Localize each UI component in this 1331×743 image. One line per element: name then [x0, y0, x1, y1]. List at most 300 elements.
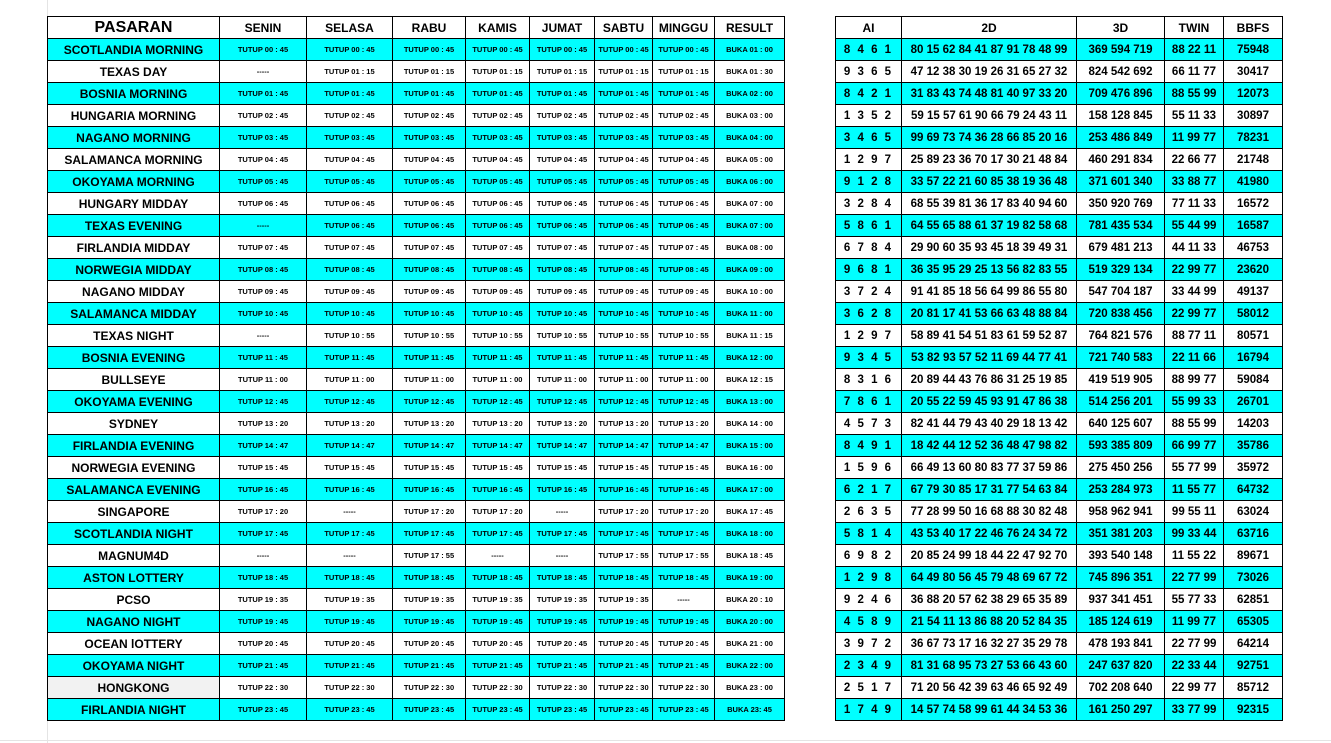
- closing-time-kamis-cell: TUTUP 09 : 45: [466, 281, 530, 303]
- schedule-row: [48, 435, 785, 457]
- closing-time-senin-cell: TUTUP 08 : 45: [220, 259, 307, 281]
- closing-time-jumat-cell: TUTUP 19 : 45: [530, 611, 595, 633]
- closing-time-minggu-cell: TUTUP 12 : 45: [653, 391, 715, 413]
- closing-time-selasa-cell: TUTUP 10 : 55: [307, 325, 393, 347]
- market-name-cell: NORWEGIA EVENING: [48, 457, 220, 479]
- closing-time-sabtu-cell: TUTUP 11 : 45: [595, 347, 653, 369]
- 2d-value-cell: 21 54 11 13 86 88 20 52 84 35: [902, 611, 1077, 633]
- closing-time-minggu-cell: TUTUP 11 : 00: [653, 369, 715, 391]
- 2d-value-cell: 25 89 23 36 70 17 30 21 48 84: [902, 149, 1077, 171]
- closing-time-kamis-cell: -----: [466, 545, 530, 567]
- twin-value-cell: 22 77 99: [1165, 633, 1224, 655]
- closing-time-kamis-cell: TUTUP 11 : 45: [466, 347, 530, 369]
- closing-time-jumat-cell: TUTUP 02 : 45: [530, 105, 595, 127]
- market-name-cell: HONGKONG: [48, 677, 220, 699]
- closing-time-jumat-cell: TUTUP 11 : 00: [530, 369, 595, 391]
- market-name-cell: SALAMANCA EVENING: [48, 479, 220, 501]
- header-selasa: SELASA: [307, 17, 393, 39]
- result-time-cell: BUKA 21 : 00: [715, 633, 785, 655]
- closing-time-selasa-cell: TUTUP 01 : 45: [307, 83, 393, 105]
- twin-value-cell: 88 77 11: [1165, 325, 1224, 347]
- closing-time-senin-cell: TUTUP 17 : 45: [220, 523, 307, 545]
- schedule-row: [48, 105, 785, 127]
- results-row: [836, 83, 1283, 105]
- closing-time-rabu-cell: TUTUP 01 : 15: [393, 61, 466, 83]
- bbfs-value-cell: 63716: [1224, 523, 1283, 545]
- twin-value-cell: 55 99 33: [1165, 391, 1224, 413]
- closing-time-jumat-cell: TUTUP 15 : 45: [530, 457, 595, 479]
- schedule-row: [48, 61, 785, 83]
- 2d-value-cell: 68 55 39 81 36 17 83 40 94 60: [902, 193, 1077, 215]
- closing-time-rabu-cell: TUTUP 12 : 45: [393, 391, 466, 413]
- twin-value-cell: 55 77 33: [1165, 589, 1224, 611]
- twin-value-cell: 55 44 99: [1165, 215, 1224, 237]
- 3d-value-cell: 593 385 809: [1077, 435, 1165, 457]
- closing-time-kamis-cell: TUTUP 22 : 30: [466, 677, 530, 699]
- 2d-value-cell: 43 53 40 17 22 46 76 24 34 72: [902, 523, 1077, 545]
- schedule-row: [48, 83, 785, 105]
- 3d-value-cell: 640 125 607: [1077, 413, 1165, 435]
- 2d-value-cell: 66 49 13 60 80 83 77 37 59 86: [902, 457, 1077, 479]
- closing-time-sabtu-cell: TUTUP 20 : 45: [595, 633, 653, 655]
- closing-time-sabtu-cell: TUTUP 11 : 00: [595, 369, 653, 391]
- result-time-cell: BUKA 01 : 00: [715, 39, 785, 61]
- closing-time-sabtu-cell: TUTUP 17 : 45: [595, 523, 653, 545]
- closing-time-kamis-cell: TUTUP 11 : 00: [466, 369, 530, 391]
- market-name-cell: SINGAPORE: [48, 501, 220, 523]
- closing-time-selasa-cell: TUTUP 06 : 45: [307, 193, 393, 215]
- closing-time-jumat-cell: TUTUP 00 : 45: [530, 39, 595, 61]
- closing-time-jumat-cell: TUTUP 18 : 45: [530, 567, 595, 589]
- closing-time-jumat-cell: TUTUP 12 : 45: [530, 391, 595, 413]
- closing-time-selasa-cell: TUTUP 19 : 45: [307, 611, 393, 633]
- closing-time-kamis-cell: TUTUP 10 : 45: [466, 303, 530, 325]
- market-name-cell: ASTON LOTTERY: [48, 567, 220, 589]
- ai-value-cell: 6 2 1 7: [836, 479, 902, 501]
- results-row: [836, 303, 1283, 325]
- 3d-value-cell: 247 637 820: [1077, 655, 1165, 677]
- bbfs-value-cell: 21748: [1224, 149, 1283, 171]
- closing-time-kamis-cell: TUTUP 08 : 45: [466, 259, 530, 281]
- sheet-bottom-gridline: [0, 740, 1331, 741]
- bbfs-value-cell: 49137: [1224, 281, 1283, 303]
- bbfs-value-cell: 26701: [1224, 391, 1283, 413]
- schedule-row: [48, 281, 785, 303]
- ai-value-cell: 5 8 6 1: [836, 215, 902, 237]
- closing-time-selasa-cell: TUTUP 13 : 20: [307, 413, 393, 435]
- closing-time-minggu-cell: TUTUP 08 : 45: [653, 259, 715, 281]
- bbfs-value-cell: 80571: [1224, 325, 1283, 347]
- bbfs-value-cell: 35786: [1224, 435, 1283, 457]
- closing-time-kamis-cell: TUTUP 07 : 45: [466, 237, 530, 259]
- closing-time-rabu-cell: TUTUP 11 : 00: [393, 369, 466, 391]
- closing-time-kamis-cell: TUTUP 06 : 45: [466, 193, 530, 215]
- result-time-cell: BUKA 23: 45: [715, 699, 785, 721]
- closing-time-jumat-cell: TUTUP 21 : 45: [530, 655, 595, 677]
- closing-time-rabu-cell: TUTUP 05 : 45: [393, 171, 466, 193]
- closing-time-sabtu-cell: TUTUP 02 : 45: [595, 105, 653, 127]
- result-time-cell: BUKA 22 : 00: [715, 655, 785, 677]
- twin-value-cell: 88 22 11: [1165, 39, 1224, 61]
- 3d-value-cell: 419 519 905: [1077, 369, 1165, 391]
- twin-value-cell: 66 11 77: [1165, 61, 1224, 83]
- 2d-value-cell: 47 12 38 30 19 26 31 65 27 32: [902, 61, 1077, 83]
- closing-time-rabu-cell: TUTUP 10 : 55: [393, 325, 466, 347]
- closing-time-minggu-cell: TUTUP 17 : 55: [653, 545, 715, 567]
- closing-time-selasa-cell: TUTUP 20 : 45: [307, 633, 393, 655]
- 2d-value-cell: 58 89 41 54 51 83 61 59 52 87: [902, 325, 1077, 347]
- closing-time-minggu-cell: -----: [653, 589, 715, 611]
- closing-time-senin-cell: TUTUP 06 : 45: [220, 193, 307, 215]
- closing-time-selasa-cell: TUTUP 21 : 45: [307, 655, 393, 677]
- closing-time-jumat-cell: TUTUP 11 : 45: [530, 347, 595, 369]
- closing-time-kamis-cell: TUTUP 15 : 45: [466, 457, 530, 479]
- 2d-value-cell: 20 55 22 59 45 93 91 47 86 38: [902, 391, 1077, 413]
- result-time-cell: BUKA 18 : 45: [715, 545, 785, 567]
- market-name-cell: BOSNIA MORNING: [48, 83, 220, 105]
- schedule-row: [48, 611, 785, 633]
- closing-time-rabu-cell: TUTUP 22 : 30: [393, 677, 466, 699]
- results-row: [836, 611, 1283, 633]
- closing-time-kamis-cell: TUTUP 17 : 20: [466, 501, 530, 523]
- 3d-value-cell: 781 435 534: [1077, 215, 1165, 237]
- results-row: [836, 127, 1283, 149]
- 2d-value-cell: 91 41 85 18 56 64 99 86 55 80: [902, 281, 1077, 303]
- closing-time-senin-cell: TUTUP 15 : 45: [220, 457, 307, 479]
- closing-time-rabu-cell: TUTUP 20 : 45: [393, 633, 466, 655]
- closing-time-sabtu-cell: TUTUP 19 : 45: [595, 611, 653, 633]
- twin-value-cell: 33 77 99: [1165, 699, 1224, 721]
- market-name-cell: FIRLANDIA MIDDAY: [48, 237, 220, 259]
- closing-time-sabtu-cell: TUTUP 10 : 45: [595, 303, 653, 325]
- ai-value-cell: 1 5 9 6: [836, 457, 902, 479]
- closing-time-selasa-cell: -----: [307, 545, 393, 567]
- closing-time-sabtu-cell: TUTUP 18 : 45: [595, 567, 653, 589]
- twin-value-cell: 33 88 77: [1165, 171, 1224, 193]
- closing-time-sabtu-cell: TUTUP 13 : 20: [595, 413, 653, 435]
- 3d-value-cell: 824 542 692: [1077, 61, 1165, 83]
- closing-time-rabu-cell: TUTUP 17 : 55: [393, 545, 466, 567]
- 2d-value-cell: 67 79 30 85 17 31 77 54 63 84: [902, 479, 1077, 501]
- closing-time-sabtu-cell: TUTUP 10 : 55: [595, 325, 653, 347]
- market-name-cell: OCEAN lOTTERY: [48, 633, 220, 655]
- closing-time-senin-cell: TUTUP 03 : 45: [220, 127, 307, 149]
- closing-time-minggu-cell: TUTUP 06 : 45: [653, 215, 715, 237]
- schedule-row: [48, 677, 785, 699]
- closing-time-selasa-cell: TUTUP 12 : 45: [307, 391, 393, 413]
- market-name-cell: SALAMANCA MORNING: [48, 149, 220, 171]
- 2d-value-cell: 18 42 44 12 52 36 48 47 98 82: [902, 435, 1077, 457]
- twin-value-cell: 22 99 77: [1165, 259, 1224, 281]
- closing-time-minggu-cell: TUTUP 03 : 45: [653, 127, 715, 149]
- closing-time-senin-cell: TUTUP 19 : 35: [220, 589, 307, 611]
- closing-time-minggu-cell: TUTUP 19 : 45: [653, 611, 715, 633]
- closing-time-rabu-cell: TUTUP 04 : 45: [393, 149, 466, 171]
- closing-time-jumat-cell: TUTUP 10 : 45: [530, 303, 595, 325]
- result-time-cell: BUKA 18 : 00: [715, 523, 785, 545]
- closing-time-senin-cell: TUTUP 12 : 45: [220, 391, 307, 413]
- twin-value-cell: 11 55 77: [1165, 479, 1224, 501]
- bbfs-value-cell: 92751: [1224, 655, 1283, 677]
- closing-time-minggu-cell: TUTUP 06 : 45: [653, 193, 715, 215]
- 3d-value-cell: 764 821 576: [1077, 325, 1165, 347]
- closing-time-selasa-cell: TUTUP 19 : 35: [307, 589, 393, 611]
- twin-value-cell: 22 99 77: [1165, 303, 1224, 325]
- ai-value-cell: 1 2 9 8: [836, 567, 902, 589]
- twin-value-cell: 22 66 77: [1165, 149, 1224, 171]
- closing-time-rabu-cell: TUTUP 01 : 45: [393, 83, 466, 105]
- 3d-value-cell: 275 450 256: [1077, 457, 1165, 479]
- closing-time-minggu-cell: TUTUP 02 : 45: [653, 105, 715, 127]
- 2d-value-cell: 77 28 99 50 16 68 88 30 82 48: [902, 501, 1077, 523]
- closing-time-selasa-cell: TUTUP 11 : 00: [307, 369, 393, 391]
- ai-value-cell: 2 5 1 7: [836, 677, 902, 699]
- closing-time-rabu-cell: TUTUP 15 : 45: [393, 457, 466, 479]
- results-row: [836, 457, 1283, 479]
- closing-time-jumat-cell: TUTUP 06 : 45: [530, 215, 595, 237]
- closing-time-rabu-cell: TUTUP 09 : 45: [393, 281, 466, 303]
- market-name-cell: BULLSEYE: [48, 369, 220, 391]
- schedule-row: [48, 303, 785, 325]
- 2d-value-cell: 99 69 73 74 36 28 66 85 20 16: [902, 127, 1077, 149]
- closing-time-kamis-cell: TUTUP 00 : 45: [466, 39, 530, 61]
- result-time-cell: BUKA 15 : 00: [715, 435, 785, 457]
- closing-time-selasa-cell: TUTUP 01 : 15: [307, 61, 393, 83]
- closing-time-sabtu-cell: TUTUP 17 : 20: [595, 501, 653, 523]
- bbfs-value-cell: 75948: [1224, 39, 1283, 61]
- bbfs-value-cell: 16587: [1224, 215, 1283, 237]
- closing-time-rabu-cell: TUTUP 13 : 20: [393, 413, 466, 435]
- ai-value-cell: 3 9 7 2: [836, 633, 902, 655]
- closing-time-jumat-cell: TUTUP 03 : 45: [530, 127, 595, 149]
- closing-time-kamis-cell: TUTUP 16 : 45: [466, 479, 530, 501]
- closing-time-rabu-cell: TUTUP 06 : 45: [393, 193, 466, 215]
- closing-time-sabtu-cell: TUTUP 23 : 45: [595, 699, 653, 721]
- schedule-row: [48, 215, 785, 237]
- ai-value-cell: 1 3 5 2: [836, 105, 902, 127]
- ai-value-cell: 4 5 7 3: [836, 413, 902, 435]
- 3d-value-cell: 393 540 148: [1077, 545, 1165, 567]
- ai-value-cell: 1 2 9 7: [836, 149, 902, 171]
- closing-time-jumat-cell: TUTUP 10 : 55: [530, 325, 595, 347]
- market-name-cell: OKOYAMA NIGHT: [48, 655, 220, 677]
- closing-time-senin-cell: TUTUP 18 : 45: [220, 567, 307, 589]
- market-name-cell: SCOTLANDIA MORNING: [48, 39, 220, 61]
- twin-value-cell: 11 99 77: [1165, 611, 1224, 633]
- closing-time-kamis-cell: TUTUP 23 : 45: [466, 699, 530, 721]
- closing-time-selasa-cell: TUTUP 23 : 45: [307, 699, 393, 721]
- closing-time-senin-cell: TUTUP 16 : 45: [220, 479, 307, 501]
- 3d-value-cell: 460 291 834: [1077, 149, 1165, 171]
- bbfs-value-cell: 41980: [1224, 171, 1283, 193]
- market-name-cell: OKOYAMA EVENING: [48, 391, 220, 413]
- results-row: [836, 391, 1283, 413]
- ai-value-cell: 1 7 4 9: [836, 699, 902, 721]
- bbfs-value-cell: 58012: [1224, 303, 1283, 325]
- ai-value-cell: 3 6 2 8: [836, 303, 902, 325]
- closing-time-jumat-cell: TUTUP 19 : 35: [530, 589, 595, 611]
- 2d-value-cell: 20 89 44 43 76 86 31 25 19 85: [902, 369, 1077, 391]
- closing-time-rabu-cell: TUTUP 18 : 45: [393, 567, 466, 589]
- closing-time-rabu-cell: TUTUP 06 : 45: [393, 215, 466, 237]
- result-time-cell: BUKA 20 : 10: [715, 589, 785, 611]
- 3d-value-cell: 745 896 351: [1077, 567, 1165, 589]
- market-name-cell: NAGANO MIDDAY: [48, 281, 220, 303]
- closing-time-sabtu-cell: TUTUP 03 : 45: [595, 127, 653, 149]
- bbfs-value-cell: 73026: [1224, 567, 1283, 589]
- 3d-value-cell: 253 284 973: [1077, 479, 1165, 501]
- closing-time-sabtu-cell: TUTUP 06 : 45: [595, 193, 653, 215]
- 3d-value-cell: 514 256 201: [1077, 391, 1165, 413]
- bbfs-value-cell: 30417: [1224, 61, 1283, 83]
- closing-time-minggu-cell: TUTUP 13 : 20: [653, 413, 715, 435]
- closing-time-kamis-cell: TUTUP 17 : 45: [466, 523, 530, 545]
- ai-value-cell: 8 4 2 1: [836, 83, 902, 105]
- closing-time-minggu-cell: TUTUP 14 : 47: [653, 435, 715, 457]
- schedule-row: [48, 523, 785, 545]
- closing-time-rabu-cell: TUTUP 07 : 45: [393, 237, 466, 259]
- ai-value-cell: 7 8 6 1: [836, 391, 902, 413]
- closing-time-senin-cell: TUTUP 14 : 47: [220, 435, 307, 457]
- schedule-row: [48, 479, 785, 501]
- 3d-value-cell: 369 594 719: [1077, 39, 1165, 61]
- closing-time-selasa-cell: TUTUP 14 : 47: [307, 435, 393, 457]
- 2d-value-cell: 36 67 73 17 16 32 27 35 29 78: [902, 633, 1077, 655]
- closing-time-minggu-cell: TUTUP 05 : 45: [653, 171, 715, 193]
- closing-time-senin-cell: TUTUP 07 : 45: [220, 237, 307, 259]
- results-row: [836, 501, 1283, 523]
- closing-time-jumat-cell: TUTUP 04 : 45: [530, 149, 595, 171]
- bbfs-value-cell: 64214: [1224, 633, 1283, 655]
- closing-time-kamis-cell: TUTUP 20 : 45: [466, 633, 530, 655]
- closing-time-rabu-cell: TUTUP 17 : 45: [393, 523, 466, 545]
- schedule-row: [48, 325, 785, 347]
- result-time-cell: BUKA 05 : 00: [715, 149, 785, 171]
- market-name-cell: MAGNUM4D: [48, 545, 220, 567]
- ai-value-cell: 1 2 9 7: [836, 325, 902, 347]
- market-name-cell: HUNGARY MIDDAY: [48, 193, 220, 215]
- result-time-cell: BUKA 23 : 00: [715, 677, 785, 699]
- results-row: [836, 193, 1283, 215]
- 3d-value-cell: 547 704 187: [1077, 281, 1165, 303]
- closing-time-senin-cell: TUTUP 19 : 45: [220, 611, 307, 633]
- closing-time-kamis-cell: TUTUP 19 : 45: [466, 611, 530, 633]
- ai-value-cell: 9 3 4 5: [836, 347, 902, 369]
- result-time-cell: BUKA 11 : 15: [715, 325, 785, 347]
- results-row: [836, 413, 1283, 435]
- header-jumat: JUMAT: [530, 17, 595, 39]
- closing-time-jumat-cell: TUTUP 01 : 15: [530, 61, 595, 83]
- closing-time-jumat-cell: TUTUP 17 : 45: [530, 523, 595, 545]
- closing-time-jumat-cell: TUTUP 23 : 45: [530, 699, 595, 721]
- closing-time-senin-cell: TUTUP 00 : 45: [220, 39, 307, 61]
- closing-time-sabtu-cell: TUTUP 19 : 35: [595, 589, 653, 611]
- closing-time-selasa-cell: TUTUP 11 : 45: [307, 347, 393, 369]
- closing-time-kamis-cell: TUTUP 03 : 45: [466, 127, 530, 149]
- twin-value-cell: 55 77 99: [1165, 457, 1224, 479]
- market-name-cell: FIRLANDIA EVENING: [48, 435, 220, 457]
- closing-time-minggu-cell: TUTUP 22 : 30: [653, 677, 715, 699]
- results-row: [836, 259, 1283, 281]
- header-minggu: MINGGU: [653, 17, 715, 39]
- twin-value-cell: 55 11 33: [1165, 105, 1224, 127]
- schedule-row: [48, 391, 785, 413]
- result-time-cell: BUKA 07 : 00: [715, 215, 785, 237]
- schedule-row: [48, 699, 785, 721]
- closing-time-senin-cell: -----: [220, 215, 307, 237]
- result-time-cell: BUKA 10 : 00: [715, 281, 785, 303]
- closing-time-rabu-cell: TUTUP 10 : 45: [393, 303, 466, 325]
- header-bbfs: BBFS: [1224, 17, 1283, 39]
- closing-time-kamis-cell: TUTUP 04 : 45: [466, 149, 530, 171]
- schedule-row: [48, 347, 785, 369]
- 2d-value-cell: 20 81 17 41 53 66 63 48 88 84: [902, 303, 1077, 325]
- result-time-cell: BUKA 08 : 00: [715, 237, 785, 259]
- closing-time-kamis-cell: TUTUP 06 : 45: [466, 215, 530, 237]
- ai-value-cell: 8 4 9 1: [836, 435, 902, 457]
- twin-value-cell: 77 11 33: [1165, 193, 1224, 215]
- closing-time-sabtu-cell: TUTUP 01 : 15: [595, 61, 653, 83]
- 3d-value-cell: 937 341 451: [1077, 589, 1165, 611]
- results-row: [836, 39, 1283, 61]
- closing-time-senin-cell: TUTUP 21 : 45: [220, 655, 307, 677]
- 3d-value-cell: 161 250 297: [1077, 699, 1165, 721]
- closing-time-senin-cell: TUTUP 17 : 20: [220, 501, 307, 523]
- closing-time-senin-cell: TUTUP 01 : 45: [220, 83, 307, 105]
- bbfs-value-cell: 30897: [1224, 105, 1283, 127]
- 3d-value-cell: 709 476 896: [1077, 83, 1165, 105]
- closing-time-senin-cell: TUTUP 05 : 45: [220, 171, 307, 193]
- closing-time-kamis-cell: TUTUP 14 : 47: [466, 435, 530, 457]
- closing-time-jumat-cell: TUTUP 16 : 45: [530, 479, 595, 501]
- result-time-cell: BUKA 13 : 00: [715, 391, 785, 413]
- closing-time-jumat-cell: TUTUP 09 : 45: [530, 281, 595, 303]
- 3d-value-cell: 958 962 941: [1077, 501, 1165, 523]
- closing-time-selasa-cell: TUTUP 22 : 30: [307, 677, 393, 699]
- closing-time-selasa-cell: TUTUP 10 : 45: [307, 303, 393, 325]
- closing-time-senin-cell: TUTUP 10 : 45: [220, 303, 307, 325]
- market-name-cell: BOSNIA EVENING: [48, 347, 220, 369]
- closing-time-sabtu-cell: TUTUP 15 : 45: [595, 457, 653, 479]
- schedule-row: [48, 567, 785, 589]
- market-name-cell: HUNGARIA MORNING: [48, 105, 220, 127]
- closing-time-kamis-cell: TUTUP 01 : 15: [466, 61, 530, 83]
- ai-value-cell: 9 6 8 1: [836, 259, 902, 281]
- closing-time-minggu-cell: TUTUP 10 : 45: [653, 303, 715, 325]
- twin-value-cell: 88 99 77: [1165, 369, 1224, 391]
- closing-time-senin-cell: TUTUP 22 : 30: [220, 677, 307, 699]
- results-row: [836, 171, 1283, 193]
- closing-time-selasa-cell: TUTUP 00 : 45: [307, 39, 393, 61]
- market-name-cell: SCOTLANDIA NIGHT: [48, 523, 220, 545]
- result-time-cell: BUKA 14 : 00: [715, 413, 785, 435]
- 3d-value-cell: 478 193 841: [1077, 633, 1165, 655]
- bbfs-value-cell: 85712: [1224, 677, 1283, 699]
- closing-time-selasa-cell: TUTUP 05 : 45: [307, 171, 393, 193]
- ai-value-cell: 9 3 6 5: [836, 61, 902, 83]
- 2d-value-cell: 53 82 93 57 52 11 69 44 77 41: [902, 347, 1077, 369]
- market-name-cell: NAGANO NIGHT: [48, 611, 220, 633]
- schedule-header-row: [48, 17, 785, 39]
- schedule-row: [48, 39, 785, 61]
- 2d-value-cell: 31 83 43 74 48 81 40 97 33 20: [902, 83, 1077, 105]
- result-time-cell: BUKA 04 : 00: [715, 127, 785, 149]
- bbfs-value-cell: 63024: [1224, 501, 1283, 523]
- closing-time-rabu-cell: TUTUP 23 : 45: [393, 699, 466, 721]
- market-name-cell: PCSO: [48, 589, 220, 611]
- result-time-cell: BUKA 20 : 00: [715, 611, 785, 633]
- twin-value-cell: 99 33 44: [1165, 523, 1224, 545]
